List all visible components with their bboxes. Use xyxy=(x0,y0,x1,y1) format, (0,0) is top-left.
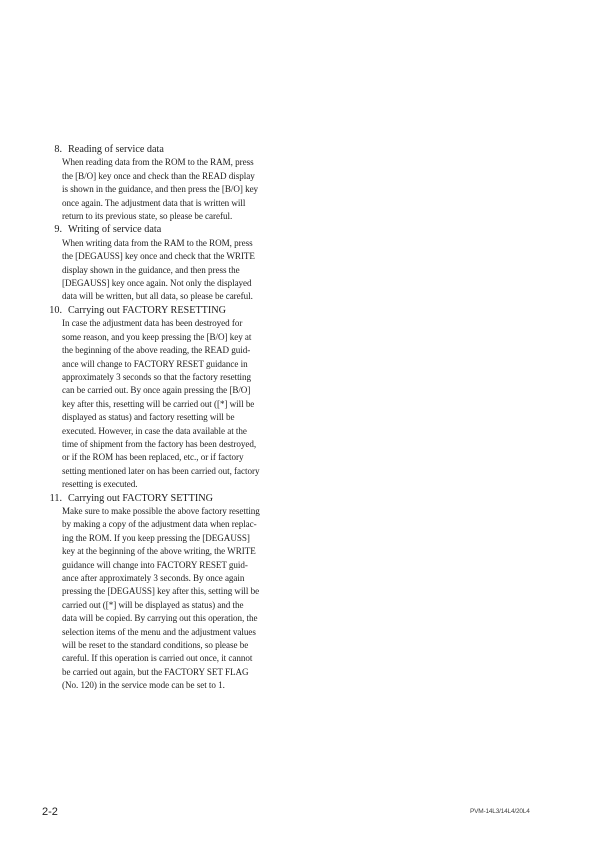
item-body: In case the adjustment data has been destroyed for some reason, and you keep pressing the [B/O] key at the beginning of the above reading, the READ guid- ance will change to FACTORY RESET guidance in approximately 3 seconds so that the factory resetting can be carried out. By once again pressing the [B/O] key after this, resetting will be carried out ([*] will be displayed as status) and factory resetting will be executed. However, in case the data available at the time of shipment from the factory has been destroyed, or if the ROM has been replaced, etc., or if factory setting mentioned later on has been carried out, factory resetting is executed. xyxy=(62,318,260,490)
item-heading xyxy=(44,223,284,236)
item-title: Reading of service data xyxy=(68,144,164,155)
item-number: 9. xyxy=(54,224,62,236)
list-item xyxy=(44,143,284,223)
item-heading xyxy=(44,304,284,317)
model-code: PVM-14L3/14L4/20L4 xyxy=(470,808,530,815)
service-instructions xyxy=(44,143,284,693)
item-title: Writing of service data xyxy=(68,224,162,236)
item-body: When writing data from the RAM to the ROM, press the [DEGAUSS] key once and check that the WRITE display shown in the guidance, and then press the [DEGAUSS] key once again. Not only the displayed data will be written, but all data, so please be careful. xyxy=(62,237,255,302)
list-item xyxy=(44,304,284,492)
list-item xyxy=(44,492,284,693)
item-number: 10. xyxy=(49,304,62,316)
list-item xyxy=(44,223,284,303)
item-body: When reading data from the ROM to the RAM, press the [B/O] key once and check than the READ display is shown in the guidance, and then press the [B/O] key once again. The adjustment data that is written will return to its previous state, so please be careful. xyxy=(62,157,259,222)
item-number: 11. xyxy=(49,492,62,504)
item-title: Carrying out FACTORY RESETTING xyxy=(68,304,226,316)
item-body: Make sure to make possible the above factory resetting by making a copy of the adjustment data when replac- ing the ROM. If you keep pressing the [DEGAUSS] key at the beginning of the above writing, the WRITE guidance will change into FACTORY RESET guid- ance after approximately 3 seconds. By once again pressing the [DEGAUSS] key after this, setting will be carried out ([*] will be displayed as status) and the data will be copied. By carrying out this operation, the selection items of the menu and the adjustment values will be reset to the standard conditions, so please be careful. If this operation is carried out once, it cannot be carried out again, but the FACTORY SET FLAG (No. 120) in the service mode can be set to 1. xyxy=(62,505,260,691)
item-heading xyxy=(44,492,284,505)
item-heading xyxy=(44,143,284,156)
item-title: Carrying out FACTORY SETTING xyxy=(68,492,213,504)
item-number: 8. xyxy=(54,144,62,155)
page-number: 2-2 xyxy=(42,806,58,818)
